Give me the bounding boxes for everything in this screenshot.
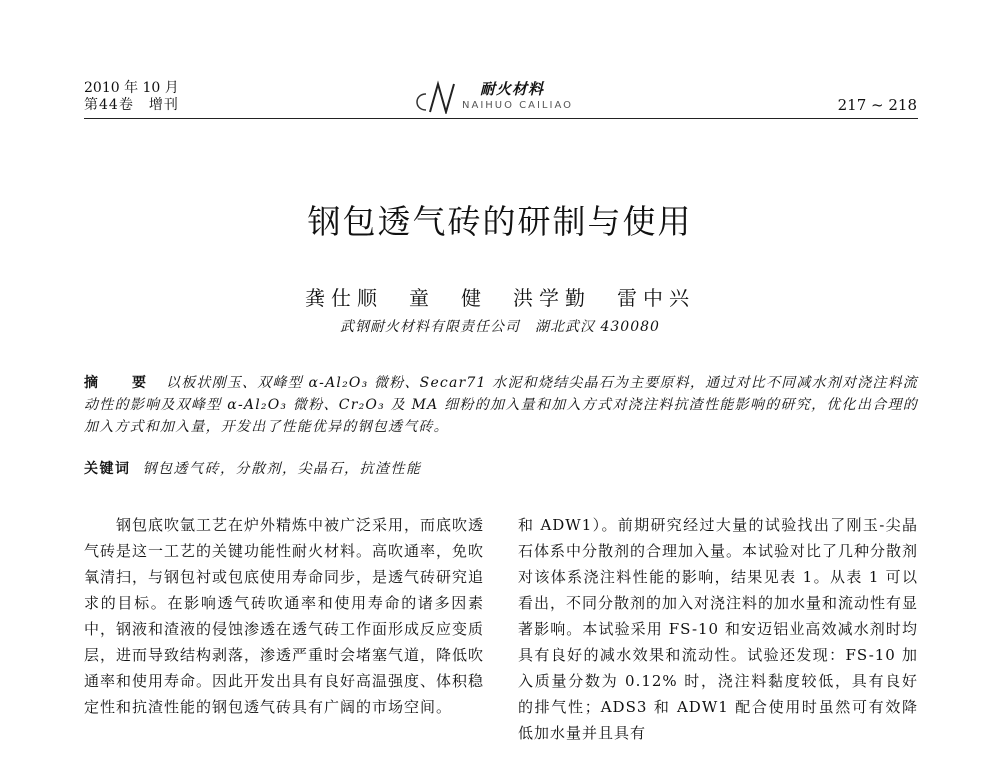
issue-date: 2010 年 10 月 — [84, 80, 179, 96]
abstract — [84, 372, 918, 438]
keywords — [84, 458, 918, 480]
body-column-right — [518, 512, 918, 746]
experiment-paragraph: 和 ADW1）。前期研究经过大量的试验找出了刚玉-尖晶石体系中分散剂的合理加入量。本试验对比了几种分散剂对该体系浇注料性能的影响，结果见表 1。从表 1 可以看出，不同分散剂的加入对浇注料的加水量和流动性有显著影响。本试验采用 FS-10 和安迈铝业高效减水剂时均具有良好的减水效果和流动性。试验还发现：FS-10 加入质量分数为 0.12% 时，浇注料黏度较低，具有良好的排气性；ADS3 和 ADW1 配合使用时虽然可有效降低加水量并且具有 — [518, 516, 919, 742]
paper-affiliation: 武钢耐火材料有限责任公司 湖北武汉 430080 — [340, 319, 660, 335]
paper-title: 钢包透气砖的研制与使用 — [307, 202, 693, 241]
keywords-text: 钢包透气砖，分散剂，尖晶石，抗渣性能 — [142, 461, 422, 477]
paper-authors: 龚仕顺 童 健 洪学勤 雷中兴 — [305, 286, 695, 310]
journal-issue-info — [84, 80, 179, 114]
issue-volume: 第44卷 增刊 — [84, 97, 179, 113]
intro-paragraph: 钢包底吹氩工艺在炉外精炼中被广泛采用，而底吹透气砖是这一工艺的关键功能性耐火材料。高吹通率，免吹氧清扫，与钢包衬或包底使用寿命同步，是透气砖研究追求的目标。在影响透气砖吹通率和使用寿命的诸多因素中，钢液和渣液的侵蚀渗透在透气砖工作面形成反应变质层，进而导致结构剥落，渗透严重时会堵塞气道，降低吹通率和使用寿命。因此开发出具有良好高温强度、体积稳定性和抗渣性能的钢包透气砖具有广阔的市场空间。 — [84, 516, 485, 716]
body-column-left — [84, 512, 484, 720]
journal-name: 耐火材料 — [480, 80, 545, 98]
journal-logo — [412, 76, 602, 116]
keywords-label: 关键词 — [84, 461, 131, 477]
header-rule — [84, 118, 918, 119]
page-range: 217 ~ 218 — [837, 96, 917, 114]
abstract-text: 以板状刚玉、双峰型 α-Al₂O₃ 微粉、Secar71 水泥和烧结尖晶石为主要原料，通过对比不同减水剂对浇注料流动性的影响及双峰型 α-Al₂O₃ 微粉、Cr₂O₃ 及 MA 细粉的加入量和加入方式对浇注料抗渣性能影响的研究，优化出合理的加入方式和加入量，开发出了性能优异的钢包透气砖。 — [84, 375, 918, 435]
abstract-label: 摘 要 — [84, 375, 157, 391]
journal-pinyin: NAIHUO CAILIAO — [462, 100, 573, 111]
